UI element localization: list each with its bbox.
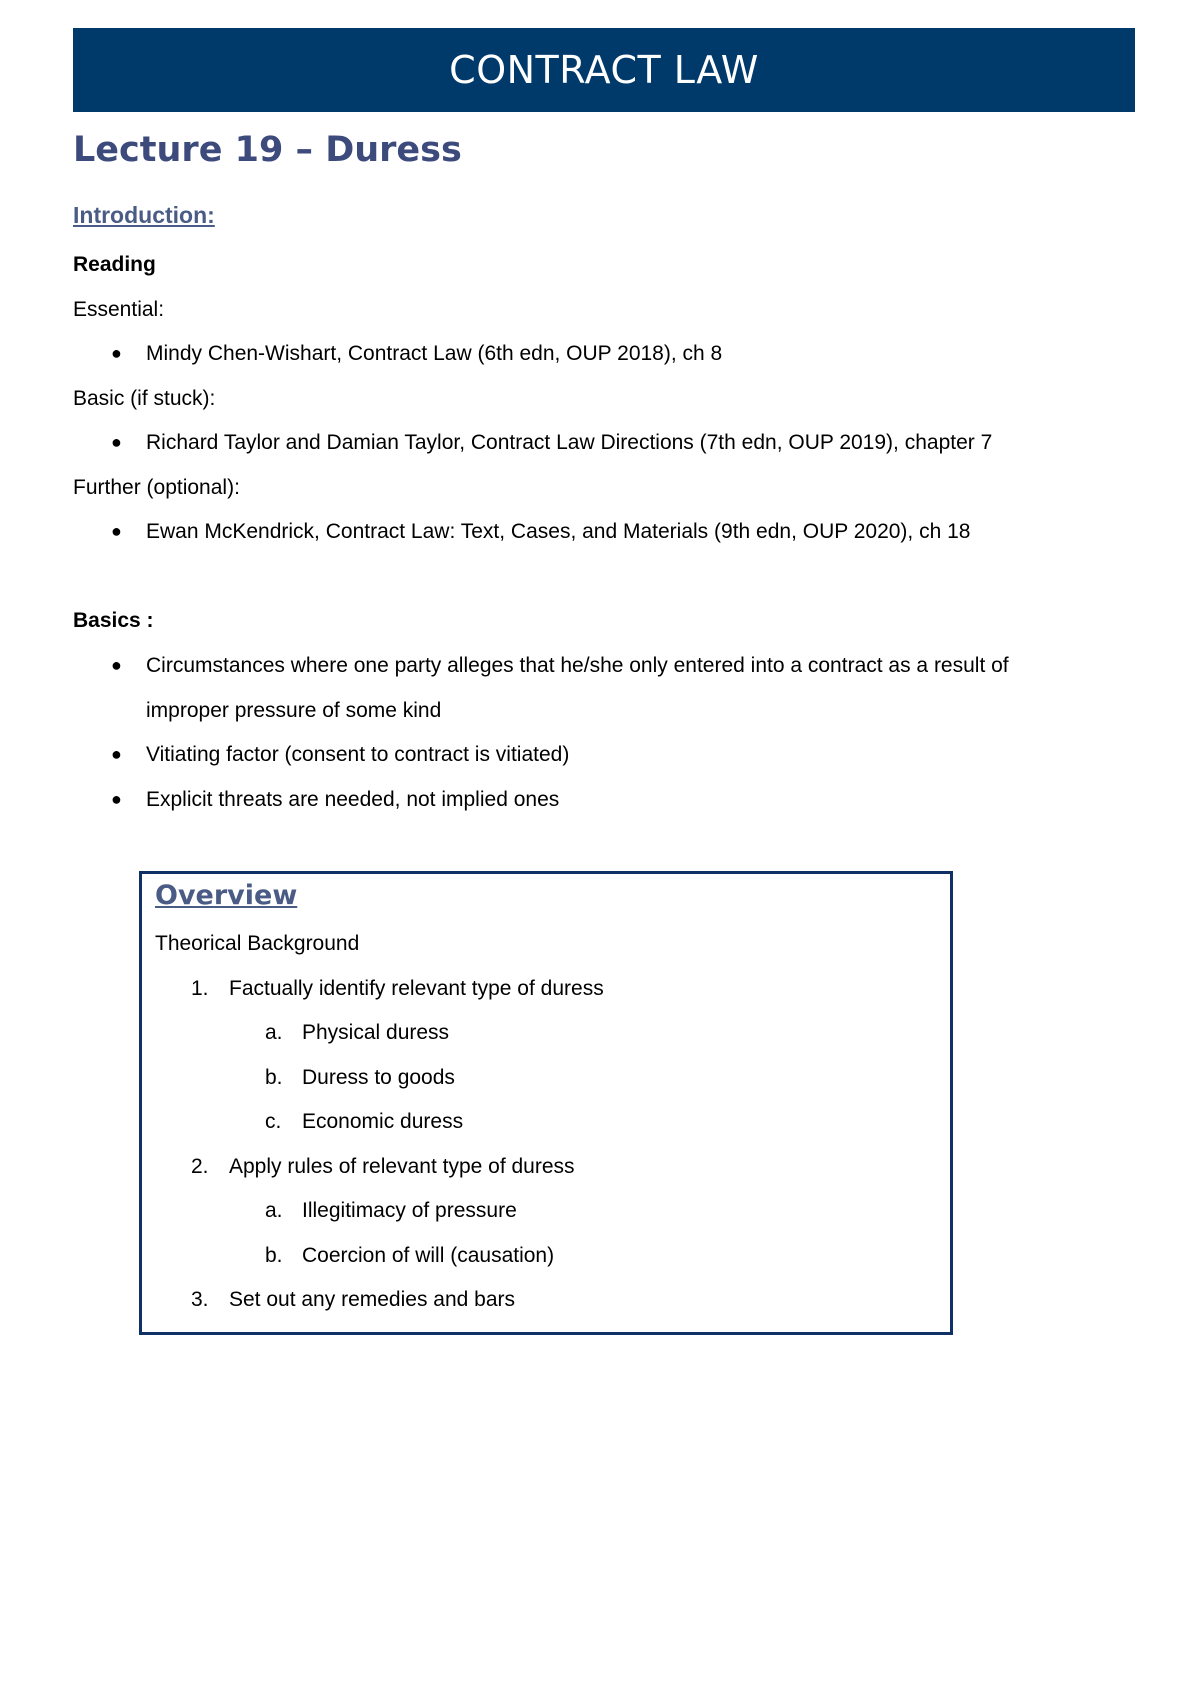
basics-item: Vitiating factor (consent to contract is vitiated): [146, 743, 570, 766]
reading-label: Reading: [73, 253, 156, 276]
further-label: Further (optional):: [73, 476, 240, 499]
step-text: Set out any remedies and bars: [229, 1288, 516, 1311]
essential-reading-item: Mindy Chen-Wishart, Contract Law (6th edn, OUP 2018), ch 8: [146, 342, 723, 365]
substep-letter: b.: [265, 1244, 283, 1267]
bullet-icon: ●: [111, 655, 122, 675]
basics-item-continued: improper pressure of some kind: [146, 699, 442, 722]
basic-reading-item: Richard Taylor and Damian Taylor, Contract Law Directions (7th edn, OUP 2019), chapter 7: [146, 431, 993, 454]
header-banner: [73, 28, 1135, 112]
substep-letter: a.: [265, 1021, 283, 1044]
essential-label: Essential:: [73, 298, 165, 321]
substep-letter: c.: [265, 1110, 282, 1133]
step-number: 2.: [191, 1155, 209, 1178]
overview-subtitle: Theorical Background: [155, 932, 360, 955]
basic-label: Basic (if stuck):: [73, 387, 216, 410]
bullet-icon: ●: [111, 343, 122, 363]
substep-text: Illegitimacy of pressure: [302, 1199, 517, 1222]
banner-title: CONTRACT LAW: [449, 48, 759, 92]
bullet-icon: ●: [111, 521, 122, 541]
further-reading-item: Ewan McKendrick, Contract Law: Text, Cases, and Materials (9th edn, OUP 2020), ch 18: [146, 520, 971, 543]
bullet-icon: ●: [111, 789, 122, 809]
substep-text: Duress to goods: [302, 1066, 455, 1089]
basics-item: Explicit threats are needed, not implied ones: [146, 788, 560, 811]
introduction-heading: Introduction:: [73, 202, 215, 228]
substep-letter: a.: [265, 1199, 283, 1222]
substep-text: Economic duress: [302, 1110, 464, 1133]
lecture-title: Lecture 19 – Duress: [73, 130, 462, 170]
step-number: 1.: [191, 977, 209, 1000]
step-text: Factually identify relevant type of duress: [229, 977, 604, 1000]
substep-text: Physical duress: [302, 1021, 450, 1044]
step-text: Apply rules of relevant type of duress: [229, 1155, 575, 1178]
bullet-icon: ●: [111, 432, 122, 452]
step-number: 3.: [191, 1288, 209, 1311]
bullet-icon: ●: [111, 744, 122, 764]
substep-letter: b.: [265, 1066, 283, 1089]
substep-text: Coercion of will (causation): [302, 1244, 555, 1267]
basics-label: Basics :: [73, 609, 154, 632]
basics-item: Circumstances where one party alleges that he/she only entered into a contract as a result of: [146, 654, 1009, 677]
overview-title: Overview: [155, 880, 298, 911]
